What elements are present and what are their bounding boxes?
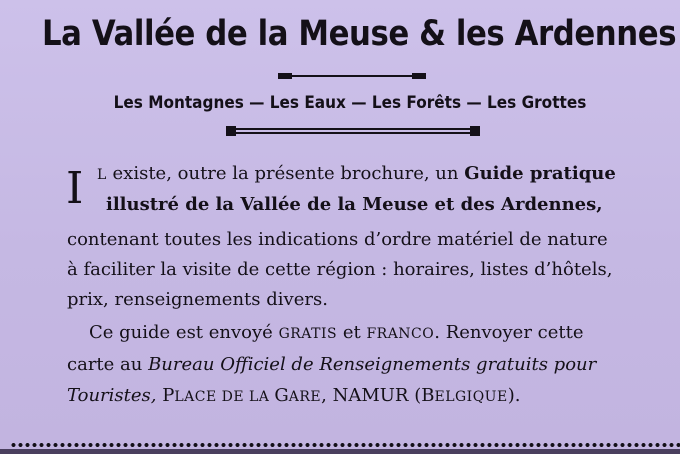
paragraph-1-line-2: illustré de la Vallée de la Meuse et des Ardennes, bbox=[106, 194, 603, 215]
paragraph-1-line-1: L existe, outre la présente brochure, un Guide pratique bbox=[97, 163, 616, 184]
paragraph-1-line-3: contenant toutes les indications d’ordre matériel de nature bbox=[67, 229, 608, 250]
page-title: La Vallée de la Meuse & les Ardennes bbox=[42, 14, 677, 54]
subtitle: Les Montagnes — Les Eaux — Les Forêts — Les Grottes bbox=[113, 93, 587, 113]
paragraph-2-line-3: Touristes, PLACE DE LA GARE, NAMUR (BELGIQUE). bbox=[67, 385, 521, 406]
paragraph-2-line-1: Ce guide est envoyé GRATIS et FRANCO. Renvoyer cette bbox=[89, 322, 584, 343]
title-divider bbox=[278, 72, 426, 80]
paragraph-1-line-5: prix, renseignements divers. bbox=[67, 289, 328, 310]
paragraph-2-line-2: carte au Bureau Officiel de Renseignements gratuits pour bbox=[67, 354, 597, 375]
paragraph-1-line-4: à faciliter la visite de cette région : horaires, listes d’hôtels, bbox=[67, 259, 613, 280]
dotted-border bbox=[10, 441, 680, 449]
drop-cap: I bbox=[66, 163, 84, 214]
subtitle-divider bbox=[226, 125, 480, 137]
card-edge-shadow bbox=[0, 449, 680, 454]
